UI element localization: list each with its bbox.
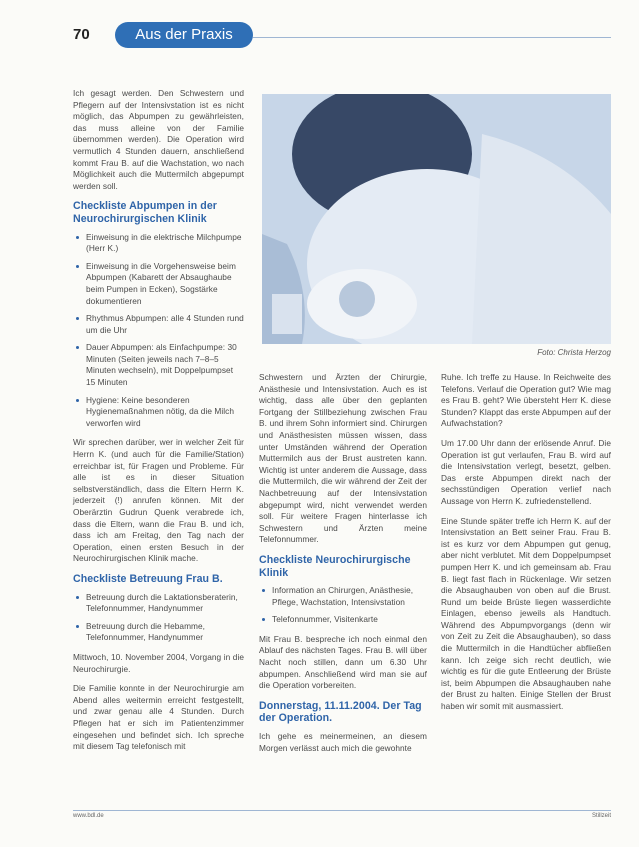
body-paragraph: Eine Stunde später treffe ich Herrn K. auf der Intensivstation an Bett seiner Frau. Frau B. ist es kurz vor dem Abpumpen gut genug, aber nicht verblutet. Mit dem Doppelpumpset pumpen Herr K. und ich gemeinsam ab. Frau B. liegt fast flach in Rückenlage. Wir setzen die Absaughauben von oben auf die Brust. Rund um beide Brüste liegen wasserdichte Einlagen, ebenso jeweils als Handtuch. Während des Abpumpvorgangs (denn wir von Zeit zu Zeit die Absaughauben), so dass die Muttermilch in die Handtücher abfließen kann. Ich zeige sich recht deutlich, wie wichtig es für die gute Entleerung der Brüste ist, beim Abpumpen die Absaughauben nahe der Brust zu halten. Einige Stellen der Brust haben wir somit mit ausmassiert. (441, 515, 611, 712)
intro-paragraph: Ich gesagt werden. Den Schwestern und Pflegern auf der Intensivstation ist es nicht möglich, das Abpumpen zu gewährleisten, das muss alleine von der Familie übernommen werden). Die Operation wird vermutlich 4 Stunden dauern, anschließend kommt Frau B. auf die Wachstation, wo nach Möglichkeit auch die Muttermilch abgepumpt werden soll. (73, 88, 244, 191)
checklist-heading-abpumpen: Checkliste Abpumpen in der Neurochirurgischen Klinik (73, 200, 217, 225)
body-paragraph: Mittwoch, 10. November 2004, Vorgang in die Neurochirurgie. (73, 651, 244, 674)
list-item: Information an Chirurgen, Anästhesie, Pflege, Wachstation, Intensivstation (259, 585, 427, 608)
column-2 (259, 372, 427, 762)
photo-mother-pumping (262, 94, 611, 344)
day-heading: Donnerstag, 11.11.2004. Der Tag der Operation. (259, 699, 422, 725)
photo-illustration (262, 94, 611, 344)
photo-caption: Foto: Christa Herzog (537, 348, 611, 357)
list-item: Betreuung durch die Hebamme, Telefonnummer, Handynummer (73, 621, 244, 644)
list-item: Betreuung durch die Laktationsberaterin, Telefonnummer, Handynummer (73, 592, 244, 615)
list-item: Dauer Abpumpen: als Einfachpumpe: 30 Minuten (Seiten jeweils nach 7–8–5 Minuten wechseln), mit Doppelpumpset 15 Minuten (73, 342, 244, 388)
footer-publication: Stillzeit (591, 813, 611, 819)
body-paragraph: Ich gehe es meinermeinen, an diesem Morgen verlässt auch mich die gewohnte (259, 731, 427, 753)
footer-rule (73, 810, 611, 811)
body-paragraph: Um 17.00 Uhr dann der erlösende Anruf. Die Operation ist gut verlaufen, Frau B. wird auf die Intensivstation verlegt, besetzt, gelben. Das erste Abpumpen direkt nach der sechsstündigen Operation verlief nach Aussage von Herrn K. zufriedenstellend. (441, 437, 611, 506)
body-paragraph: Die Familie konnte in der Neurochirurgie am Abend alles weitermin erreicht festgestellt, und zwar genau alle 4 Stunden. Durch Pflegen hat er sich im Patientenzimmer eingesehen und befindet sich. Ich spreche mit diesem Tag telefonisch mit (73, 683, 244, 752)
column-3 (441, 372, 611, 721)
body-paragraph: Ruhe. Ich treffe zu Hause. In Reichweite des Telefons. Verlauf die Operation gut? Wie mag es Frau B. geht? Wie übersteht Herr K. diese Stunden? Klappt das erste Abpumpen auf der Aufwachstation? (441, 372, 612, 429)
footer-url: www.bdl.de (73, 813, 104, 819)
checklist-heading-neurochirurgie: Checkliste Neurochirurgische Klinik (259, 553, 411, 579)
list-item: Einweisung in die Vorgehensweise beim Abpumpen (Kabarett der Absaughaube beim Pumpen in Ecken), Sogstärke dokumentieren (73, 261, 244, 307)
checklist-heading-betreuung: Checkliste Betreuung Frau B. (73, 572, 223, 585)
body-paragraph: Mit Frau B. bespreche ich noch einmal den Ablauf des nächsten Tages. Frau B. will über Nacht noch stillen, dann um 6.30 Uhr abpumpen. Anschließend wird man sie auf die Operation vorbereiten. (259, 633, 427, 691)
list-item: Telefonnummer, Visitenkarte (259, 614, 427, 626)
list-item: Hygiene: Keine besonderen Hygienemaßnahmen nötig, da die Milch verworfen wird (73, 395, 244, 430)
body-paragraph: Wir sprechen darüber, wer in welcher Zeit für Herrn K. (und auch für die Familie/Station) erreichbar ist, für Fragen und Probleme. Für alle ist es in dieser Situation selbstverständlich, dass die Eltern Herrn K. jederzeit (!) anrufen können. Mit der Oberärztin Gudrun Quenk verabrede ich, dass die Eltern, wann die Frau B. und ich, dass ich am Freitag, den Tag nach der Operation, einen ersten Besuch in der Neurochirurgischen Klinik mache. (73, 437, 244, 564)
list-item: Rhythmus Abpumpen: alle 4 Stunden rund um die Uhr (73, 313, 244, 336)
body-paragraph: Schwestern und Ärzten der Chirurgie, Anästhesie und Intensivstation. Auch es ist wichtig, dass alle über den geplanten Fortgang der Stillbeziehung zwischen Frau B. und ihrem Sohn informiert sind. Chirurgen und Anästhesisten müssen wissen, dass unter Umständen während der Operation Muttermilch aus der Brust austreten kann. Wichtig ist unter anderem die Aussage, dass die Muttermilch, die wir während der Zeit der Nachbetreuung auf der Intensivstation abgepumpt wird, nicht verwendet werden soll. Für weitere Fragen hinterlasse ich Schwestern und Ärzten meine Telefonnummer. (259, 372, 427, 545)
checklist-betreuung (73, 592, 244, 644)
checklist-abpumpen (73, 232, 244, 430)
header-rule (253, 37, 611, 38)
section-tab: Aus der Praxis (115, 22, 253, 48)
column-1 (73, 88, 244, 761)
page-number: 70 (73, 26, 90, 43)
list-item: Einweisung in die elektrische Milchpumpe (Herr K.) (73, 232, 244, 255)
checklist-neurochirurgie (259, 585, 427, 626)
